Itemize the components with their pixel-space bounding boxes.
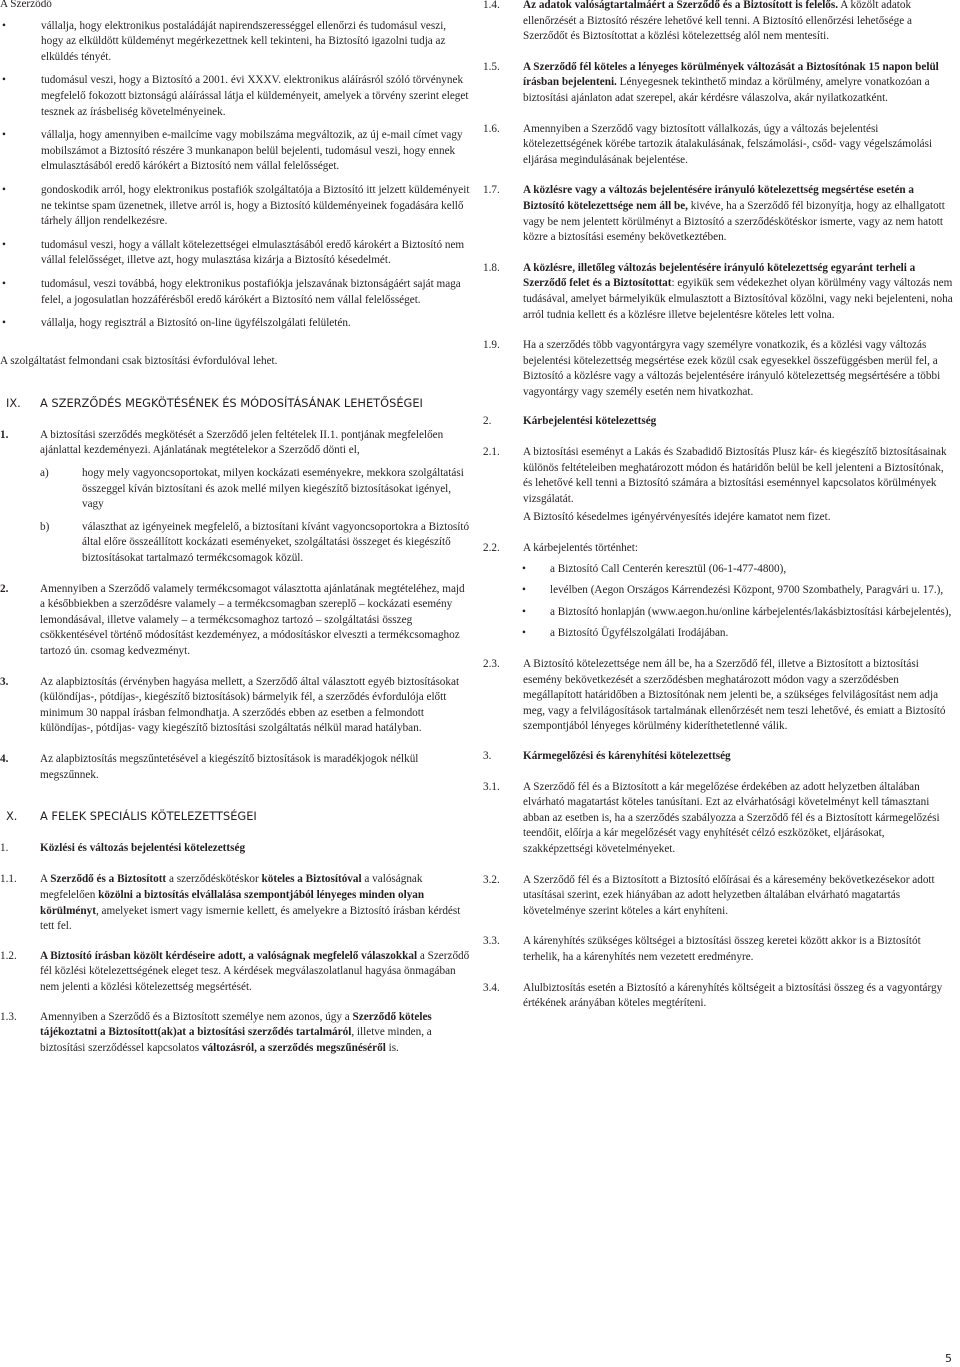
option-b: b) választhat az igényeinek megfelelő, a biztosítani kívánt vagyoncsoportokra a Biztosító által előre összeállított kockázati eseményeket, szolgáltatási összeget és kiegészítő biztosításokat tartalmazó termékcsomagok közül. xyxy=(40,520,470,565)
list-item: • a Biztosító Call Centerén keresztül (06-1-477-4800), xyxy=(520,562,953,578)
list-item: • vállalja, hogy amennyiben e-mailcíme vagy mobilszáma megváltozik, az új e-mail címet vagy mobilszámot a Biztosító részére 3 munkanapon belül bejelenti, tudomásul veszi, hogy ennek elmulasztásából eredő kárókért a Biztosító nem vállal felelősséget. xyxy=(2,129,463,173)
paragraph-1-2: 1.2. A Biztosító írásban közölt kérdéseire adott, a valóságnak megfelelő válaszokkal a Szerződő fél közlési kötelezettségének eleget tesz. A kérdések megválaszolatlanul hagyása önmagában nem jelenti a közlési kötelezettség megsértését. xyxy=(0,949,470,993)
paragraph-1: 1. A biztosítási szerződés megkötését a Szerződő jelen feltételek II.1. pontjának megfelelően ajánlattal kezdeményezi. Ajánlatának megtételekor a Szerződő dönti el, xyxy=(0,428,444,457)
paragraph-1-9: 1.9. Ha a szerződés több vagyontárgyra vagy személyre vonatkozik, és a közlési vagy változás bejelentési kötelezettség megsértése ezek közül csak egyesekkel összefüggésben merül fel, a Biztosító a közlésre vagy a változás bejelentésére irányuló kötelezettség megsértésére a többi vagyontárgy vagy személy esetén nem hivatkozhat. xyxy=(483,339,941,398)
list-item: • tudomásul veszi, hogy a vállalt kötelezettségei elmulasztásából eredő károkért a Biztosító nem vállal felelősséget, illetve azt, hogy mulasztása kizárja a Biztosító késedelmét. xyxy=(2,238,465,267)
list-item: • gondoskodik arról, hogy elektronikus postafiók szolgáltatója a Biztosító itt jelzett küldeményeit ne tekintse spam üzenetnek, illetve arról is, hogy a Biztosító küldeményeinek fogadására kellő tárhely álljon rendelkezésre. xyxy=(2,183,470,228)
bullet-icon: • xyxy=(2,238,6,251)
paragraph-3-3: 3.3. A kárenyhítés szükséges költségei a biztosítási összeg keretei között akkor is a Biztosítót terhelik, ha a kárenyhítés nem vezetett eredményre. xyxy=(483,935,921,963)
paragraph-2-1: 2.1. A biztosítási eseményt a Lakás és Szabadidő Biztosítás Plusz kár- és kiegészítő biztosításainak különös feltételeiben meghatározott módon és határidőn belül be kell jelenteni a Biztosítónak, és lehetővé kell tenni a Biztosító számára a biztosítási eseménnyel kapcsolatos körülmények vizsgálatát. A Biztosító késedelmes igényérvényesítés idejére kamatot nem fizet. xyxy=(483,446,947,524)
bullet-icon: • xyxy=(522,627,526,640)
list-item: • vállalja, hogy elektronikus postaládáját napirendszerességgel ellenőrzi és tudomásul veszi, hogy az elküldött küldeményt megérkezettnek kell tekinteni, ha Biztosító igazolni tudja az elküldés tényét. xyxy=(2,19,447,63)
bullet-icon: • xyxy=(522,605,526,618)
paragraph-3-4: 3.4. Alulbiztosítás esetén a Biztosító a kárenyhítés költségeit a biztosítási összeg és a vagyontárgy értékének arányában köteles megtéríteni. xyxy=(483,981,943,1010)
paragraph-2: 2. Amennyiben a Szerződő valamely termékcsomagot választotta ajánlatának megtételéhez, majd a későbbiekben a szerződésre valamely – a termékcsomagban szereplő – kockázati esemény lemondásával, illetve valamely – a termékcsomaghoz tartozó – szolgáltatási összeg csökkentésével történő módosítást kezdeményez, a módosításkor elveszti a termékcsomaghoz tartozó ún. csomag kedvezményt. xyxy=(0,582,465,657)
list-item: • levélben (Aegon Országos Kárrendezési Központ, 9700 Szombathely, Paragvári u. 17.), xyxy=(520,583,953,599)
paragraph-1-8: 1.8. A közlésre, illetőleg változás bejelentésére irányuló kötelezettség egyaránt terheli a Szerződő felet és a Biztosítottat: egyikük sem védekezhet olyan körülmény vagy változás nem tudásával, amelyet bármelyikük elmulasztott a Biztosítóval közölni, vagy neki bejelenteni, noha arról tudnia kellett és a közlésre illetve bejelentésre köteles lett volna. xyxy=(483,261,953,321)
bullet-list xyxy=(0,19,470,332)
paragraph-1-3: 1.3. Amennyiben a Szerződő és a Biztosított személye nem azonos, úgy a Szerződő köteles tájékoztatni a Biztosított(ak)at a biztosítási szerződés tartalmáról, illetve minden, a biztosítási szerződéssel kapcsolatos változásról, a szerződés megszűnéséről is. xyxy=(0,1010,432,1054)
paragraph-1-1: 1.1. A Szerződő és a Biztosított a szerződéskötéskor köteles a Biztosítóval a valóságnak megfelelően közölni a biztosítás elvállalása szempontjából lényeges minden olyan körülményt, amelyeket ismert vagy ismernie kellett, és amelyekre a Biztosító írásban kérdést tett fel. xyxy=(0,873,461,933)
bullet-icon: • xyxy=(2,129,6,142)
paragraph-1-4: 1.4. Az adatok valóságtartalmáért a Szerződő és a Biztosított is felelős. A közölt adatok ellenőrzését a Biztosító részére lehetővé kell tenni. A Biztosító ellenőrzési lehetősége a Szerződőt és Biztosítottat a közlési kötelezettség alól nem mentesíti. xyxy=(483,0,912,43)
closing-note: A szolgáltatást felmondani csak biztosítási évfordulóval lehet. xyxy=(0,354,278,367)
paragraph-4: 4. Az alapbiztosítás megszűntetésével a kiegészítő biztosítások is maradékjogok nélkül megszűnnek. xyxy=(0,752,419,781)
paragraph-3: 3. Az alapbiztosítás (érvényben hagyása mellett, a Szerződő által választott egyéb biztosításokat (különdíjas-, pótdíjas-, kiegészítő biztosítások) bármelyik fél, a szerződés évfordulója előtt minimum 30 nappal írásban felmondhatja. A szerződés ebben az esetben a felmondott különdíjas-, pótdíjas- vagy kiegészítő biztosítási szolgáltatás nélkül marad hatályban. xyxy=(0,675,460,735)
list-item: • tudomásul veszi, hogy a Biztosító a 2001. évi XXXV. elektronikus aláírásról szóló törvénynek megfelelő fokozott biztonságú aláírással látja el küldeményeit, amelyek a törvény szerint eleget tesznek az írásbeliség követelményeinek. xyxy=(2,74,469,118)
chapter-heading-ix: IX. A SZERZŐDÉS MEGKÖTÉSÉNEK ÉS MÓDOSÍTÁSÁNAK LEHETŐSÉGEI xyxy=(6,396,423,411)
bullet-icon: • xyxy=(2,19,6,32)
bullet-icon: • xyxy=(522,584,526,597)
paragraph-1-5: 1.5. A Szerződő fél köteles a lényeges körülmények változását a Biztosítónak 15 napon belül írásban bejelenteni. Lényegesnek tekinthető mindaz a körülmény, amelyre vonatkozóan a biztosítási ajánlaton adat szerepel, akár kérdésre válaszolva, akár nyilatkozatként. xyxy=(483,60,939,104)
list-item: • vállalja, hogy regisztrál a Biztosító on-line ügyfélszolgálati felületén. xyxy=(0,316,470,332)
paragraph-1-6: 1.6. Amennyiben a Szerződő vagy biztosított vállalkozás, úgy a változás bejelentési kötelezettségének körébe tartozik átalakulásának, felszámolási-, csőd- vagy végelszámolási eljárása megindulásának bejelentése. xyxy=(483,122,933,166)
section-heading-3: 3. Kármegelőzési és kárenyhítési kötelezettség xyxy=(483,749,731,762)
bullet-icon: • xyxy=(2,317,6,330)
bullet-icon: • xyxy=(2,74,6,87)
list-item: • tudomásul, veszi továbbá, hogy elektronikus postafiókja jelszavának biztonságáért saját maga felel, a jogosulatlan hozzáférésből eredő kárókért a Biztosító nem vállal felelősséget. xyxy=(2,277,461,306)
paragraph-2-2: 2.2. A kárbejelentés történhet: • a Biztosító Call Centerén keresztül (06-1-477-4800), • levélben (Aegon Országos Kárrendezési Központ, 9700 Szombathely, Paragvári u. 17.), • a Biztosító honlapján (www.aegon.hu/online kárbejelentés/lakásbiztosítási kárbejelentés), • a Biztosító Ügyfélszolgálati Irodájában. xyxy=(483,541,953,642)
bullet-icon: • xyxy=(522,562,526,575)
section-heading-2: 2. Kárbejelentési kötelezettség xyxy=(483,415,657,428)
page-number: 5 xyxy=(945,1352,952,1365)
section-heading-1: 1. Közlési és változás bejelentési kötelezettség xyxy=(0,841,246,854)
bullet-icon: • xyxy=(2,277,6,290)
section-lead: A Szerződő xyxy=(0,0,52,10)
reporting-channel-list xyxy=(523,562,953,642)
paragraph-1-7: 1.7. A közlésre vagy a változás bejelentésére irányuló kötelezettség megsértése esetén a Biztosító kötelezettsége nem áll be, kivéve, ha a Szerződő fél bizonyítja, hogy az elhallgatott vagy be nem jelentett körülményt a Biztosító a szerződéskötéskor ismerte, vagy az nem hatott közre a biztosítási esemény bekövetkeztében. xyxy=(483,184,945,244)
paragraph-2-3: 2.3. A Biztosító kötelezettsége nem áll be, ha a Szerződő fél, illetve a Biztosított a biztosítási esemény bekövetkezését a szerződésben meghatározott módon vagy a szerződésben megállapított határidőben a Biztosítónak nem jelenti be, a szükséges felvilágosítást nem adja meg, vagy a felvilágosítások tartalmának ellenőrzését nem teszi lehetővé, és emiatt a Biztosító szempontjából lényeges körülmény kideríthetetlenné válik. xyxy=(483,658,946,733)
chapter-heading-x: X. A FELEK SPECIÁLIS KÖTELEZETTSÉGEI xyxy=(6,809,257,824)
right-column xyxy=(483,0,953,1012)
list-item: • a Biztosító honlapján (www.aegon.hu/online kárbejelentés/lakásbiztosítási kárbejelentés), xyxy=(520,605,953,621)
bullet-icon: • xyxy=(2,183,6,196)
paragraph-3-1: 3.1. A Szerződő fél és a Biztosított a kár megelőzése érdekében az adott helyzetben általában elvárható magatartást köteles tanúsítani. Ezt az elvárhatósági követelményt kell támasztani abban az esetben is, ha a szerződés szabályozza a Szerződő fél és a Biztosított kármegelőzési teendőit, előírja a kár megelőzését vagy enyhítését célzó eszközöket, eljárásokat, szakképzettségi követelményeket. xyxy=(483,780,940,855)
paragraph-3-2: 3.2. A Szerződő fél és a Biztosított a Biztosító előírásai és a káresemény bekövetkezésekor adott utasításai szerint, ezek hiányában az adott helyzetben általában elvárható magatartás követelménye szerint köteles a kárt enyhíteni. xyxy=(483,873,935,917)
left-column xyxy=(0,0,470,1056)
list-item: • a Biztosító Ügyfélszolgálati Irodájában. xyxy=(520,626,953,642)
option-a: a) hogy mely vagyoncsoportokat, milyen kockázati eseményekre, mekkora szolgáltatási összeggel kíván biztosítani és azok mellé milyen kiegészítő biztosításokat igényel, vagy xyxy=(40,467,464,511)
